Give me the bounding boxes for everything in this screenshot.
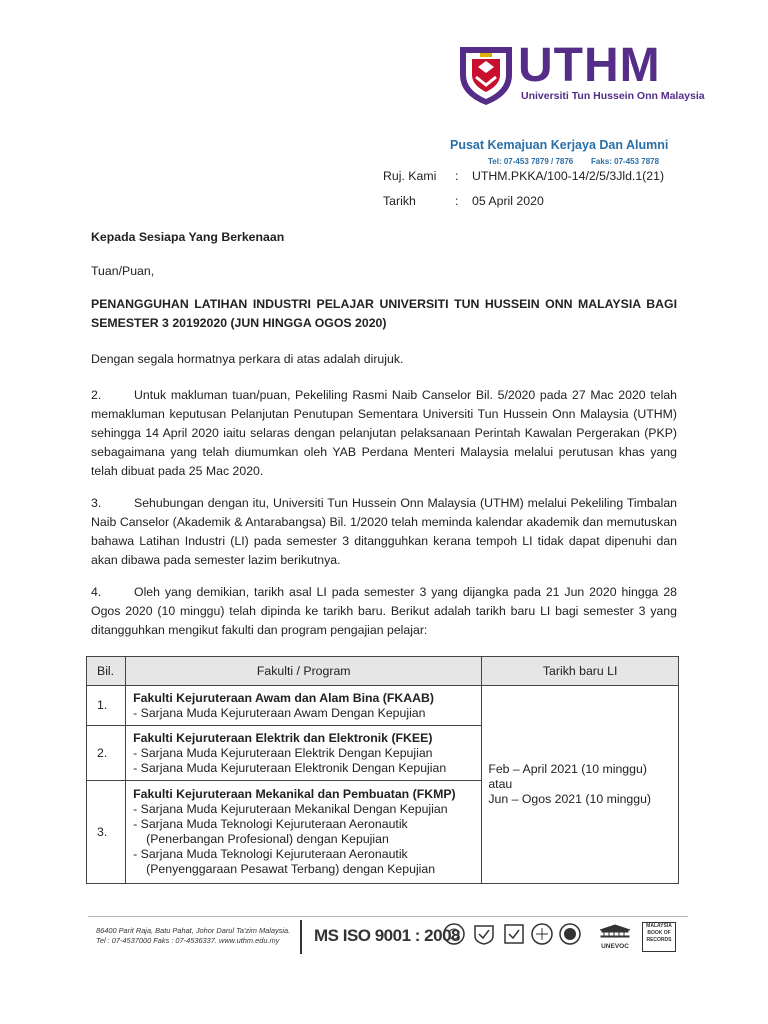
iso-certification: MS ISO 9001 : 2008	[314, 926, 460, 945]
new-date-option-2: Jun – Ogos 2021 (10 minggu)	[488, 792, 652, 806]
program-item: - Sarjana Muda Kejuruteraan Mekanikal Dengan Kepujian	[133, 802, 448, 816]
paragraph-2-text: Untuk makluman tuan/puan, Pekeliling Rasmi Naib Canselor Bil. 5/2020 pada 27 Mac 2020 telah memakluman keputusan Pelanjutan Penutupan Sementara Universiti Tun Hussein Onn Malaysia (UTHM) sehingga 14 April 2020 iaitu selaras dengan pelanjutan pelaksanaan Perintah Kawalan Pergerakan (PKP) sebagaimana yang telah diumumkan oleh YAB Perdana Menteri Malaysia melalui perutusan khas yang telah dibuat pada 25 Mac 2020.	[91, 388, 677, 479]
paragraph-3	[91, 494, 677, 570]
uthm-crest-logo	[458, 45, 514, 107]
certification-icon	[472, 922, 496, 946]
paragraph-3-number: 3.	[91, 496, 102, 510]
salutation: Tuan/Puan,	[91, 264, 155, 278]
footer-divider	[88, 916, 688, 917]
unevoc-logo	[598, 924, 632, 950]
tarikh-colon: :	[455, 194, 459, 208]
paragraph-2	[91, 386, 677, 481]
footer-separator	[300, 920, 302, 954]
address-line-1: 86400 Parit Raja, Batu Pahat, Johor Darul Ta'zim Malaysia.	[96, 926, 291, 935]
letter-subject: PENANGGUHAN LATIHAN INDUSTRI PELAJAR UNIVERSITI TUN HUSSEIN ONN MALAYSIA BAGI SEMESTER 3 20192020 (JUN HINGGA OGOS 2020)	[91, 297, 677, 331]
program-item: - Sarjana Muda Kejuruteraan Awam Dengan Kepujian	[133, 705, 426, 720]
table-row	[87, 686, 679, 726]
new-date-option-1: Feb – April 2021 (10 minggu)	[488, 762, 647, 776]
row-program-cell	[126, 726, 482, 781]
faculty-name: Fakulti Kejuruteraan Elektrik dan Elektronik (FKEE)	[133, 730, 433, 745]
paragraph-3-text: Sehubungan dengan itu, Universiti Tun Hussein Onn Malaysia (UTHM) melalui Pekeliling Timbalan Naib Canselor (Akademik & Antarabangsa) Bil. 1/2020 telah meminda kalendar akademik dan memutuskan bahawa Latihan Industri (LI) pada semester 3 ditangguhkan kerana tempoh LI tidak dapat dipenuhi dan akan dibawa pada semester lazim berikutnya.	[91, 496, 677, 568]
certification-icon	[530, 922, 554, 946]
tarikh-value: 05 April 2020	[472, 194, 544, 208]
row-program-cell	[126, 781, 482, 884]
program-item: - Sarjana Muda Kejuruteraan Elektronik Dengan Kepujian	[133, 760, 447, 775]
faculty-name: Fakulti Kejuruteraan Awam dan Alam Bina (FKAAB)	[133, 690, 434, 705]
li-schedule-table	[86, 656, 679, 884]
new-date-or: atau	[488, 777, 513, 791]
recipient: Kepada Sesiapa Yang Berkenaan	[91, 230, 285, 244]
new-date-cell	[482, 686, 679, 884]
unevoc-label: UNEVOC	[601, 943, 629, 950]
unesco-temple-icon	[598, 924, 632, 938]
ruj-label: Ruj. Kami	[383, 169, 437, 183]
paragraph-4	[91, 583, 677, 640]
ruj-colon: :	[455, 169, 459, 183]
paragraph-4-text: Oleh yang demikian, tarikh asal LI pada semester 3 yang dijangka pada 21 Jun 2020 hingga 28 Ogos 2020 (10 minggu) telah dipinda ke tarikh baru. Berikut adalah tarikh baru LI bagi semester 3 yang ditangguhkan mengikut fakulti dan program pengajian pelajar:	[91, 585, 677, 638]
program-item: - Sarjana Muda Teknologi Kejuruteraan Aeronautik (Penerbangan Profesional) dengan Kepujian	[133, 817, 408, 846]
paragraph-1: Dengan segala hormatnya perkara di atas adalah dirujuk.	[91, 352, 404, 366]
row-bil: 3.	[87, 781, 126, 884]
ruj-value: UTHM.PKKA/100-14/2/5/3Jld.1(21)	[472, 169, 665, 183]
faculty-name: Fakulti Kejuruteraan Mekanikal dan Pembuatan (FKMP)	[133, 787, 456, 801]
logo-wordmark: UTHM	[518, 39, 661, 92]
centre-contact: Tel: 07-453 7879 / 7876 Faks: 07-453 7878	[488, 157, 660, 166]
footer-address	[96, 926, 290, 946]
address-line-2: Tel : 07-4537000 Faks : 07-4536337. www.uthm.edu.my	[96, 936, 280, 945]
centre-name: Pusat Kemajuan Kerjaya Dan Alumni	[450, 138, 669, 152]
table-header-row	[87, 657, 679, 686]
certification-icon	[442, 922, 466, 946]
certification-icon	[502, 922, 526, 946]
program-item: - Sarjana Muda Kejuruteraan Elektrik Dengan Kepujian	[133, 745, 433, 760]
row-bil: 1.	[87, 686, 126, 726]
header-bil: Bil.	[87, 657, 126, 686]
malaysia-book-of-records-badge: MALAYSIA BOOK OF RECORDS	[642, 922, 676, 952]
tarikh-label: Tarikh	[383, 194, 416, 208]
paragraph-4-number: 4.	[91, 585, 102, 599]
paragraph-2-number: 2.	[91, 388, 102, 402]
row-bil: 2.	[87, 726, 126, 781]
header-tarikh: Tarikh baru LI	[482, 657, 679, 686]
logo-subtitle: Universiti Tun Hussein Onn Malaysia	[521, 90, 705, 102]
header-fakulti: Fakulti / Program	[126, 657, 482, 686]
certification-icon	[558, 922, 582, 946]
program-item: - Sarjana Muda Teknologi Kejuruteraan Aeronautik (Penyenggaraan Pesawat Terbang) dengan Kepujian	[133, 847, 436, 876]
row-program-cell	[126, 686, 482, 726]
